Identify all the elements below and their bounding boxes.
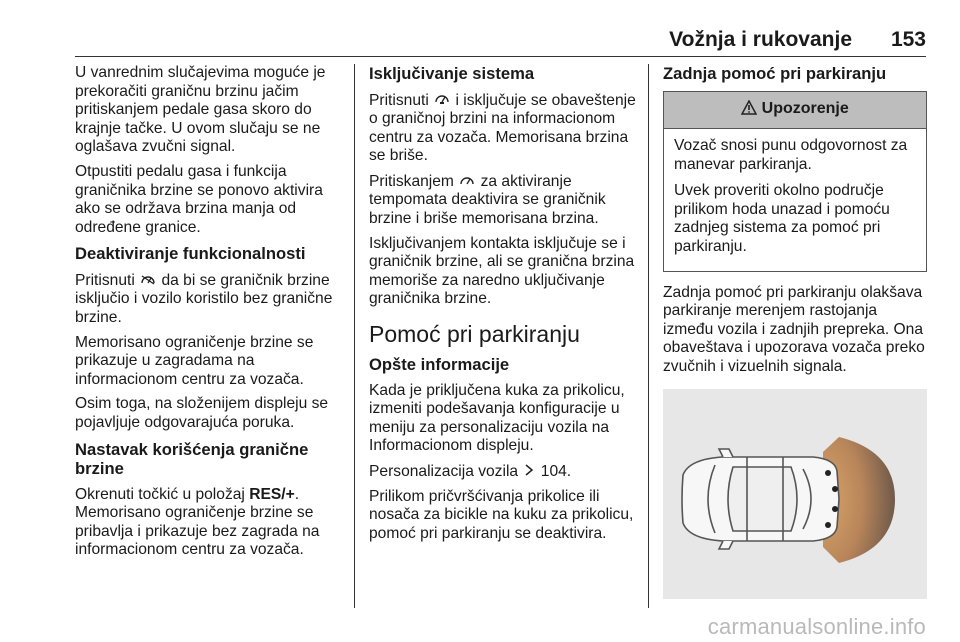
heading-resume: Nastavak korišćenja granične brzine <box>75 439 309 479</box>
cruise-icon <box>460 172 474 191</box>
text: da bi se graničnik brzine isključio i vozilo koristilo bez granične brzine. <box>75 271 333 327</box>
page-reference-arrow-icon <box>524 462 534 481</box>
paragraph: Isključivanjem kontakta isključuje se i graničnik brzine, ali se granična brzina memoriše za naredno uključivanje graničnika brzine. <box>369 234 635 308</box>
text: Pritisnuti <box>75 271 135 289</box>
page-ref[interactable]: 104. <box>540 462 572 480</box>
car-body <box>682 449 839 549</box>
limiter-icon <box>435 91 449 110</box>
car-top-view-illustration <box>663 389 927 599</box>
paragraph <box>75 271 343 328</box>
paragraph: Otpustiti pedalu gasa i funkcija graničnika brzine se ponovo aktivira ako se održava brzina manja od određene granice. <box>75 162 323 236</box>
column-1 <box>75 64 343 566</box>
header-rule <box>75 56 926 57</box>
warning-box <box>663 91 927 272</box>
heading-general-info: Opšte informacije <box>369 355 510 375</box>
paragraph <box>369 172 641 229</box>
text: i isključuje se obaveštenje o graničnoj brzini na informacionom centru za vozača. Memorisana brzina se briše. <box>369 91 636 165</box>
column-divider <box>648 64 649 608</box>
heading-switch-off: Isključivanje sistema <box>369 64 535 83</box>
parking-sensor-icon <box>825 522 831 528</box>
warning-header <box>664 92 926 130</box>
paragraph: Zadnja pomoć pri parkiranju olakšava parkiranje merenjem rastojanja između vozila i zadnjih prepreka. Ona obaveštava i upozorava vozača preko zvučnih i vizuelnih signala. <box>663 283 925 376</box>
text: Pritisnuti <box>369 91 429 109</box>
res-label: RES/+ <box>249 485 295 503</box>
paragraph <box>369 462 641 482</box>
paragraph <box>75 486 343 560</box>
text: . Memorisano ograničenje brzine se pribavlja i prikazuje bez zagrada na informacionom centru za vozača. <box>75 485 320 559</box>
warning-triangle-icon <box>741 100 761 117</box>
parking-sensor-icon <box>825 470 831 476</box>
heading-rear-parking-assist: Zadnja pomoć pri parkiranju <box>663 64 887 83</box>
warning-body <box>664 129 926 271</box>
heading-parking-assist: Pomoć pri parkiranju <box>369 321 580 348</box>
column-2 <box>369 64 641 549</box>
paragraph: Kada je priključena kuka za prikolicu, izmeniti podešavanja konfiguracije u meniju za personalizaciju vozila na Informacionom displeju. <box>369 381 625 455</box>
page-header <box>0 0 960 56</box>
page-number: 153 <box>890 28 926 51</box>
paragraph: Uvek proveriti okolno područje prilikom hoda unazad i pomoću zadnjeg sistema za pomoć pri parkiranju. <box>674 182 890 256</box>
paragraph: Prilikom pričvršćivanja prikolice ili nosača za bicikle na kuku za prikolicu, pomoć pri parkiranju se deaktivira. <box>369 487 634 542</box>
heading-deactivate: Deaktiviranje funkcionalnosti <box>75 244 306 264</box>
parking-sensor-icon <box>832 486 838 492</box>
paragraph: U vanrednim slučajevima moguće je prekoračiti graničnu brzinu jačim pritiskanjem pedale gasa skoro do krajnje tačke. U ovom slučaju se ne oglašava zvučni signal. <box>75 64 326 156</box>
parking-sensor-icon <box>832 506 838 512</box>
warning-title: Upozorenje <box>761 99 849 117</box>
section-title: Vožnja i rukovanje <box>669 28 852 51</box>
text: za aktiviranje tempomata deaktivira se graničnik brzine i briše memorisana brzina. <box>369 172 606 228</box>
watermark: carmanualsonline.info <box>707 614 926 639</box>
text: Personalizacija vozila <box>369 462 519 480</box>
parking-sensor-illustration <box>663 389 927 599</box>
paragraph: Memorisano ograničenje brzine se prikazuje u zagradama na informacionom centru za vozača. <box>75 333 314 388</box>
text: Pritiskanjem <box>369 172 454 190</box>
paragraph <box>369 91 641 166</box>
column-3 <box>663 64 927 599</box>
paragraph: Osim toga, na složenijem displeju se pojavljuje odgovarajuća poruka. <box>75 395 329 431</box>
text: Okrenuti točkić u položaj <box>75 485 245 503</box>
paragraph: Vozač snosi punu odgovornost za manevar parkiranja. <box>674 137 908 173</box>
column-divider <box>354 64 355 608</box>
limiter-off-icon <box>141 271 155 290</box>
